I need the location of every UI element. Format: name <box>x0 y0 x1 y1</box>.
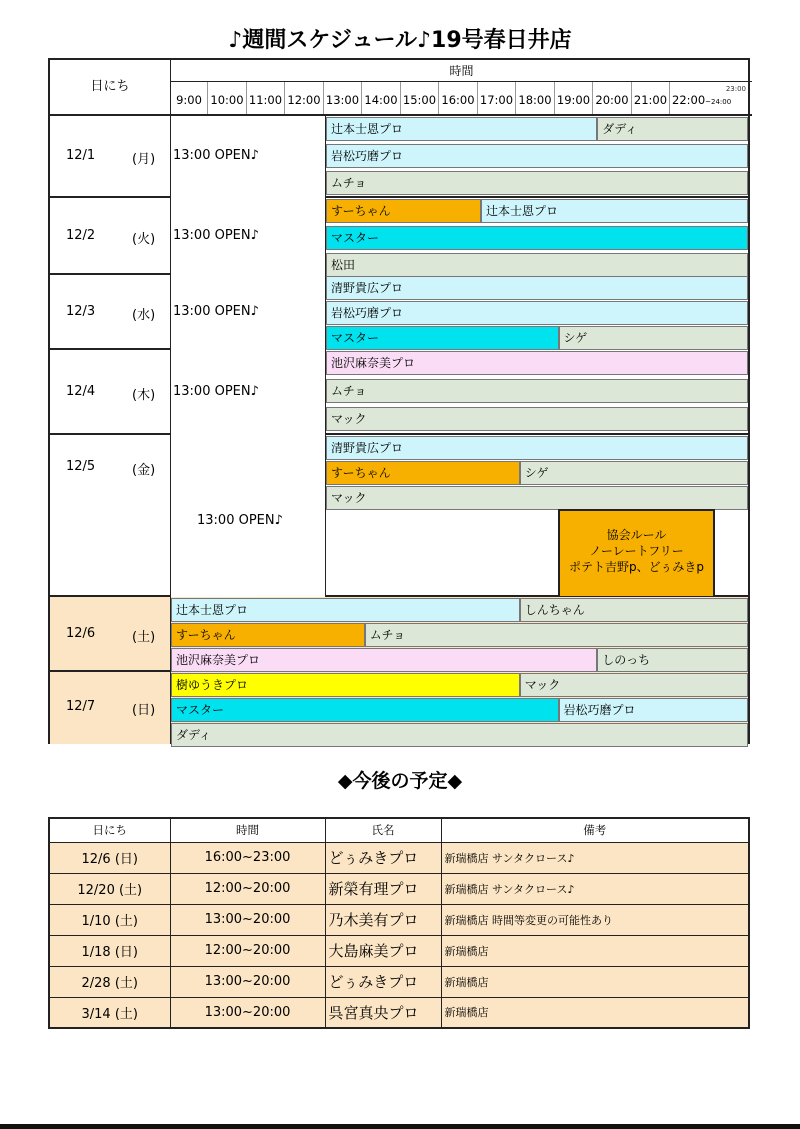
day-of-week: (月) <box>132 152 156 167</box>
page-title: ♪週間スケジュール♪19号春日井店 <box>228 28 572 53</box>
event-line: ノーレートフリー <box>589 544 684 558</box>
hour-label: 16:00 <box>439 82 478 114</box>
upcoming-date: 1/18 (日) <box>49 935 170 966</box>
shift-bar: シゲ <box>520 461 748 485</box>
day-date: 12/3 <box>66 303 96 319</box>
shift-bar: マック <box>520 673 748 697</box>
upcoming-date: 12/20 (土) <box>49 873 170 904</box>
day-date: 12/2 <box>66 227 96 243</box>
shift-bar: ムチョ <box>326 379 748 403</box>
day-row <box>50 198 748 275</box>
upcoming-time: 13:00~20:00 <box>170 997 325 1028</box>
upcoming-notes: 新瑞橋店 サンタクロース♪ <box>441 842 749 873</box>
hour-label: 9:00 <box>171 82 208 114</box>
open-time-label: 13:00 OPEN♪ <box>173 148 259 163</box>
upcoming-time: 13:00~20:00 <box>170 966 325 997</box>
upcoming-name: どぅみきプロ <box>325 842 441 873</box>
shift-bar: ムチョ <box>326 171 748 195</box>
open-time-label: 13:00 OPEN♪ <box>197 513 283 528</box>
col-header-name: 氏名 <box>325 818 441 842</box>
upcoming-row <box>49 966 749 997</box>
day-date-cell <box>50 597 171 670</box>
day-row <box>50 350 748 435</box>
day-of-week: (木) <box>132 387 156 403</box>
upcoming-notes: 新瑞橋店 <box>441 966 749 997</box>
upcoming-notes: 新瑞橋店 <box>441 935 749 966</box>
hour-label: 10:00 <box>208 82 247 114</box>
upcoming-time: 12:00~20:00 <box>170 935 325 966</box>
open-time-cell <box>171 435 326 597</box>
upcoming-date: 2/28 (土) <box>49 966 170 997</box>
day-date-cell <box>50 435 171 595</box>
hour-label-2300: 23:00 <box>725 85 746 93</box>
day-date-cell <box>50 116 171 196</box>
upcoming-date: 3/14 (土) <box>49 997 170 1028</box>
shift-bar: シゲ <box>559 326 749 350</box>
upcoming-row <box>49 935 749 966</box>
day-date: 12/4 <box>66 383 96 399</box>
upcoming-time: 13:00~20:00 <box>170 904 325 935</box>
shift-bar: すーちゃん <box>326 199 481 223</box>
day-date: 12/7 <box>66 699 96 714</box>
shift-bar: 辻本士恩プロ <box>326 117 597 141</box>
upcoming-name: どぅみきプロ <box>325 966 441 997</box>
hour-label: 12:00 <box>285 82 324 114</box>
day-of-week: (水) <box>132 307 156 323</box>
hour-label: 13:00 <box>324 82 362 114</box>
day-row <box>50 435 748 597</box>
day-row <box>50 672 748 744</box>
shift-bar: 松田 <box>326 253 748 277</box>
upcoming-row <box>49 904 749 935</box>
shift-bar: すーちゃん <box>326 461 520 485</box>
event-line: ポテト吉野p、どぅみきp <box>569 560 704 574</box>
day-of-week: (土) <box>132 629 156 645</box>
day-of-week: (日) <box>132 703 156 718</box>
day-date-cell <box>50 350 171 433</box>
shift-bar: 岩松巧磨プロ <box>326 144 748 168</box>
shift-bar: 辻本士恩プロ <box>171 598 520 622</box>
hour-label: 11:00 <box>247 82 285 114</box>
upcoming-time: 12:00~20:00 <box>170 873 325 904</box>
upcoming-title: ◆今後の予定◆ <box>337 770 463 792</box>
day-date: 12/1 <box>66 148 96 163</box>
open-time-cell <box>171 350 326 435</box>
shift-bar: 辻本士恩プロ <box>481 199 748 223</box>
upcoming-name: 大島麻美プロ <box>325 935 441 966</box>
shift-bar: 清野貴広プロ <box>326 436 748 460</box>
upcoming-date: 12/6 (日) <box>49 842 170 873</box>
upcoming-name: 新榮有理プロ <box>325 873 441 904</box>
col-header-time: 時間 <box>170 818 325 842</box>
shift-bar: マスター <box>326 326 559 350</box>
date-column-header: 日にち <box>50 60 171 116</box>
day-date-cell <box>50 198 171 273</box>
upcoming-name: 呉宮真央プロ <box>325 997 441 1028</box>
hour-label-last: 22:00~24:00 <box>672 93 732 107</box>
time-column-header: 時間 <box>171 60 752 82</box>
shift-bar: 池沢麻奈美プロ <box>326 351 748 375</box>
shift-bar: しのっち <box>597 648 748 672</box>
hour-header-row <box>171 82 752 116</box>
special-event-box <box>558 509 715 598</box>
day-row <box>50 597 748 672</box>
upcoming-date: 1/10 (土) <box>49 904 170 935</box>
upcoming-name: 乃木美有プロ <box>325 904 441 935</box>
day-date-cell <box>50 672 171 744</box>
shift-bar: 池沢麻奈美プロ <box>171 648 597 672</box>
day-date: 12/6 <box>66 625 96 641</box>
hour-label: 15:00 <box>401 82 439 114</box>
shift-bar: マスター <box>171 698 559 722</box>
hour-label: 18:00 <box>516 82 555 114</box>
shift-bar: マック <box>326 486 748 510</box>
open-time-cell <box>171 116 326 198</box>
shift-bar: ダディ <box>171 723 748 747</box>
open-time-cell <box>171 198 326 275</box>
shift-bar: マック <box>326 407 748 431</box>
upcoming-notes: 新瑞橋店 時間等変更の可能性あり <box>441 904 749 935</box>
day-date: 12/5 <box>66 459 96 474</box>
upcoming-row <box>49 873 749 904</box>
open-time-cell <box>171 275 326 350</box>
day-row <box>50 275 748 350</box>
upcoming-row <box>49 842 749 873</box>
col-header-date: 日にち <box>49 818 170 842</box>
open-time-label: 13:00 OPEN♪ <box>173 227 259 243</box>
hour-label: 19:00 <box>555 82 593 114</box>
shift-bar: 岩松巧磨プロ <box>559 698 749 722</box>
upcoming-time: 16:00~23:00 <box>170 842 325 873</box>
day-of-week: (火) <box>132 231 156 247</box>
hour-label: 21:00 <box>632 82 670 114</box>
hour-label: 17:00 <box>478 82 516 114</box>
shift-bar: しんちゃん <box>520 598 748 622</box>
shift-bar: ムチョ <box>365 623 748 647</box>
day-of-week: (金) <box>132 463 156 478</box>
shift-bar: 樹ゆうきプロ <box>171 673 520 697</box>
col-header-notes: 備考 <box>441 818 749 842</box>
open-time-label: 13:00 OPEN♪ <box>173 303 259 319</box>
upcoming-notes: 新瑞橋店 <box>441 997 749 1028</box>
upcoming-row <box>49 997 749 1028</box>
hour-label: 14:00 <box>362 82 401 114</box>
day-row <box>50 116 748 198</box>
shift-bar: マスター <box>326 226 748 250</box>
day-date-cell <box>50 275 171 348</box>
open-time-label: 13:00 OPEN♪ <box>173 383 259 399</box>
bottom-divider <box>0 1124 800 1129</box>
shift-bar: ダディ <box>597 117 748 141</box>
hour-label: 20:00 <box>593 82 632 114</box>
event-line: 協会ルール <box>606 528 667 542</box>
shift-bar: 岩松巧磨プロ <box>326 301 748 325</box>
shift-bar: 清野貴広プロ <box>326 276 748 300</box>
weekly-schedule-table <box>48 58 750 744</box>
shift-bar: すーちゃん <box>171 623 365 647</box>
upcoming-table <box>48 817 750 1029</box>
upcoming-notes: 新瑞橋店 サンタクロース♪ <box>441 873 749 904</box>
